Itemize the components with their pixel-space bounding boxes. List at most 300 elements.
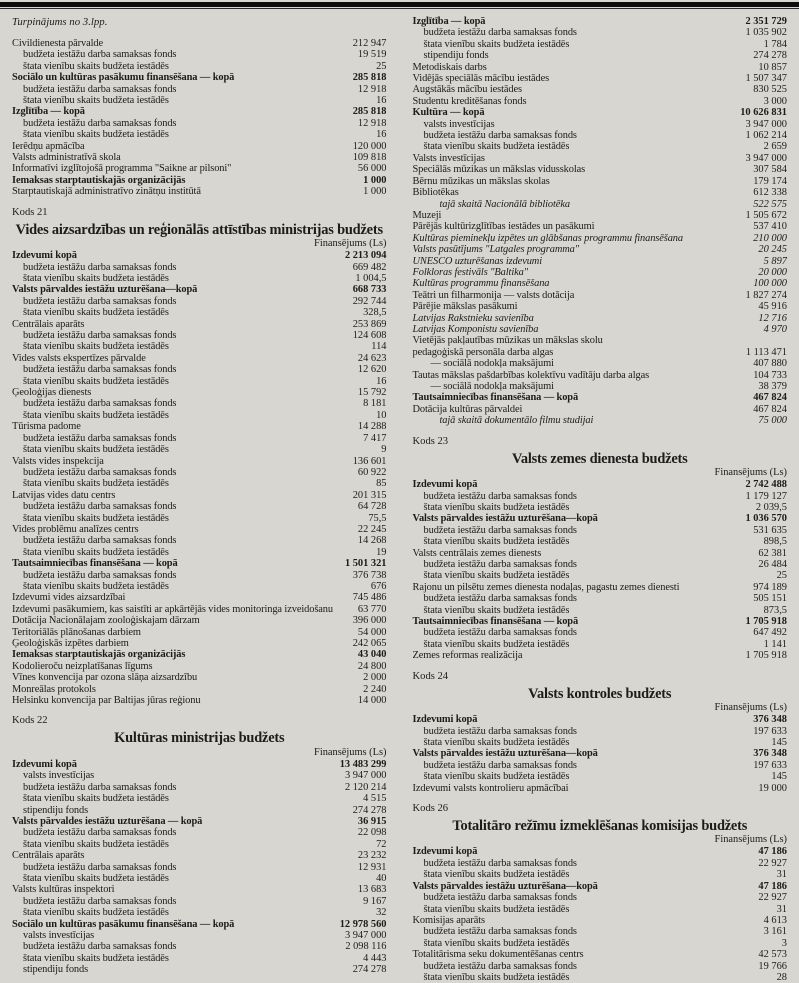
budget-line-item xyxy=(413,783,788,794)
budget-line-item xyxy=(413,961,788,972)
line-item-value: 104 733 xyxy=(753,369,787,381)
line-item-label: budžeta iestāžu darba samaksas fonds xyxy=(423,725,577,737)
line-item-label: Vides valsts ekspertīzes pārvalde xyxy=(12,352,146,364)
budget-line-item xyxy=(12,570,387,581)
budget-line-item xyxy=(12,118,387,129)
line-item-label: Izdevumi pasākumiem, kas saistīti ar apkārtējās vides monitoringa izveidošanu xyxy=(12,603,333,615)
line-item-value: 62 381 xyxy=(758,547,787,559)
line-item-label: budžeta iestāžu darba samaksas fonds xyxy=(23,466,177,478)
line-item-label: štata vienību skaits budžeta iestādēs xyxy=(23,512,169,524)
line-item-label: budžeta iestāžu darba samaksas fonds xyxy=(23,861,177,873)
budget-line-item xyxy=(12,770,387,781)
budget-line-item xyxy=(413,39,788,50)
line-item-label: štata vienību skaits budžeta iestādēs xyxy=(23,273,169,284)
budget-line-item xyxy=(12,964,387,975)
line-item-value: 505 151 xyxy=(753,593,787,605)
line-item-label: budžeta iestāžu darba samaksas fonds xyxy=(423,857,577,869)
line-item-value: 75 000 xyxy=(758,415,787,427)
line-item-value: 9 xyxy=(381,444,387,456)
line-item-value: 145 xyxy=(771,771,787,783)
line-item-value: 22 245 xyxy=(357,523,387,535)
line-item-value: 1 141 xyxy=(763,638,787,650)
budget-line-item xyxy=(12,152,387,163)
budget-line-item xyxy=(413,16,788,27)
line-item-label: Iemaksas starptautiskajās organizācijās xyxy=(12,174,186,186)
line-item-value: 1 505 672 xyxy=(745,209,787,221)
budget-line-item xyxy=(413,27,788,38)
line-item-value: 668 733 xyxy=(352,284,387,296)
line-item-value: 467 824 xyxy=(753,392,787,404)
line-item-value: 26 484 xyxy=(758,558,787,570)
budget-line-item xyxy=(413,525,788,536)
line-item-value: 25 xyxy=(776,570,787,582)
budget-line-item xyxy=(12,615,387,626)
line-item-label: štata vienību skaits budžeta iestādēs xyxy=(423,604,570,616)
budget-line-item xyxy=(413,73,788,84)
line-item-label: Dotācija kultūras pārvaldei xyxy=(412,403,523,415)
line-item-value: 14 288 xyxy=(357,421,387,433)
budget-line-item xyxy=(12,421,387,432)
budget-line-item xyxy=(413,760,788,771)
line-item-value: 25 xyxy=(376,60,387,72)
finance-unit-label: Finansējums (Ls) xyxy=(714,834,787,846)
line-item-value: 376 738 xyxy=(352,569,387,581)
line-item-label: Kultūra — kopā xyxy=(412,107,485,119)
budget-line-item xyxy=(12,387,387,398)
budget-line-item xyxy=(12,513,387,524)
line-item-value: 31 xyxy=(776,903,787,915)
budget-line-item xyxy=(12,307,387,318)
line-item-value: 197 633 xyxy=(753,725,787,737)
line-item-value: 3 947 000 xyxy=(344,770,387,782)
line-item-value: 830 525 xyxy=(753,84,787,96)
line-item-value: 85 xyxy=(376,478,387,490)
line-item-value: 396 000 xyxy=(352,615,387,627)
line-item-value: 120 000 xyxy=(352,140,387,152)
budget-line-item xyxy=(12,106,387,117)
budget-line-item xyxy=(12,805,387,816)
line-item-value: 537 410 xyxy=(753,221,787,233)
line-item-value: 22 927 xyxy=(758,857,787,869)
budget-line-item xyxy=(12,341,387,352)
budget-line-item xyxy=(413,107,788,118)
section-title: Vides aizsardzības un reģionālās attīstības ministrijas budžets xyxy=(15,221,383,238)
line-item-value: 274 278 xyxy=(352,964,387,976)
line-item-label: Metodiskais darbs xyxy=(412,61,487,73)
line-item-value: 12 716 xyxy=(758,312,787,324)
line-item-value: 873,5 xyxy=(763,604,787,616)
line-item-label: štata vienību skaits budžeta iestādēs xyxy=(23,307,169,319)
line-item-value: 124 608 xyxy=(352,330,387,342)
two-column-layout xyxy=(12,9,787,983)
line-item-value: 19 000 xyxy=(758,782,787,794)
line-item-label: Teātri un filharmonija — valsts dotācija xyxy=(412,289,575,301)
budget-line-item xyxy=(12,296,387,307)
line-item-label: Tautsaimniecības finansēšana — kopā xyxy=(412,392,579,404)
line-item-label: štata vienību skaits budžeta iestādēs xyxy=(423,903,570,915)
budget-line-item xyxy=(413,233,788,244)
line-item-label: Valsts centrālais zemes dienests xyxy=(412,547,542,559)
budget-line-item xyxy=(12,319,387,330)
line-item-label: Kultūras pieminekļu izpētes un glābšanas programmu finansēšana xyxy=(412,232,683,244)
line-item-label: Latvijas vides datu centrs xyxy=(12,489,116,501)
budget-line-item xyxy=(413,748,788,759)
line-item-value: 109 818 xyxy=(352,152,387,164)
budget-line-item xyxy=(12,627,387,638)
line-item-value: 12 918 xyxy=(357,117,387,129)
line-item-value: 2 742 488 xyxy=(745,479,787,491)
line-item-value: 7 417 xyxy=(363,432,387,444)
line-item-label: Kodolieroču neizplatīšanas līgums xyxy=(12,660,153,672)
budget-line-item xyxy=(12,444,387,455)
line-item-label: Dotācija Nacionālajam zooloģiskajam dārzam xyxy=(12,615,200,627)
line-item-value: 32 xyxy=(376,907,387,919)
budget-line-item xyxy=(12,638,387,649)
line-item-label: Augstākās mācību iestādes xyxy=(412,84,522,96)
line-item-value: 1 179 127 xyxy=(745,490,787,502)
line-item-value: 16 xyxy=(376,95,387,107)
line-item-value: 8 181 xyxy=(363,398,387,410)
column-2 xyxy=(413,16,788,983)
line-item-label: budžeta iestāžu darba samaksas fonds xyxy=(423,960,577,972)
line-item-label: Ģeoloģijas dienests xyxy=(12,387,92,399)
budget-line-item xyxy=(413,616,788,627)
line-item-value: 2 039,5 xyxy=(755,501,787,513)
line-item-value: 212 947 xyxy=(352,38,387,49)
line-item-label: štata vienību skaits budžeta iestādēs xyxy=(423,971,570,983)
line-item-value: 274 278 xyxy=(352,804,387,816)
page-top-rule xyxy=(0,2,799,7)
line-item-value: 64 728 xyxy=(357,501,387,513)
budget-line-item xyxy=(413,605,788,616)
line-item-label: stipendiju fonds xyxy=(23,964,89,976)
line-item-label: Izdevumi kopā xyxy=(12,758,77,770)
line-item-label: štata vienību skaits budžeta iestādēs xyxy=(423,38,570,50)
budget-line-item xyxy=(12,941,387,952)
budget-line-item xyxy=(12,884,387,895)
budget-line-item xyxy=(413,737,788,748)
line-item-value: 14 000 xyxy=(357,695,387,707)
budget-line-item xyxy=(413,313,788,324)
line-item-value: 75,5 xyxy=(368,512,387,524)
line-item-value: 2 120 214 xyxy=(344,781,387,793)
budget-line-item xyxy=(413,347,788,358)
line-item-value: 114 xyxy=(371,341,387,353)
budget-line-item xyxy=(12,456,387,467)
line-item-label: stipendiju fonds xyxy=(23,804,89,816)
line-item-label: budžeta iestāžu darba samaksas fonds xyxy=(423,926,577,938)
budget-line-item xyxy=(413,381,788,392)
budget-line-item xyxy=(413,904,788,915)
line-item-label: budžeta iestāžu darba samaksas fonds xyxy=(23,83,177,95)
budget-line-item xyxy=(12,558,387,569)
line-item-value: 1 113 471 xyxy=(745,346,787,358)
budget-line-item xyxy=(12,930,387,941)
line-item-label: Izdevumi kopā xyxy=(412,479,478,491)
line-item-label: Starptautiskajā administratīvo zinātņu institūtā xyxy=(12,186,201,198)
line-item-label: Izdevumi vides aizsardzībai xyxy=(12,592,126,604)
line-item-label: Izdevumi kopā xyxy=(412,846,478,858)
section-title: Valsts zemes dienesta budžets xyxy=(511,450,688,467)
budget-line-item xyxy=(12,186,387,197)
line-item-value: 54 000 xyxy=(357,626,387,638)
budget-line-item xyxy=(12,535,387,546)
line-item-label: Pārējās kultūrizglītības iestādes un pasākumi xyxy=(412,221,595,233)
budget-line-item xyxy=(12,490,387,501)
line-item-value: 72 xyxy=(376,838,387,850)
finance-unit-label: Finansējums (Ls) xyxy=(714,702,787,714)
budget-line-item xyxy=(413,244,788,255)
budget-line-item xyxy=(12,907,387,918)
line-item-label: Valsts investīcijas xyxy=(412,152,485,164)
budget-line-item xyxy=(12,953,387,964)
finance-unit-label: Finansējums (Ls) xyxy=(714,467,787,479)
line-item-value: 407 880 xyxy=(753,358,787,370)
line-item-value: 242 065 xyxy=(352,638,387,649)
budget-line-item xyxy=(12,672,387,683)
line-item-label: tajā skaitā dokumentālo filmu studijai xyxy=(439,415,594,427)
line-item-label: tajā skaitā Nacionālā bibliotēka xyxy=(439,198,570,210)
line-item-value: 3 161 xyxy=(763,926,787,938)
line-item-label: budžeta iestāžu darba samaksas fonds xyxy=(23,261,177,273)
line-item-label: štata vienību skaits budžeta iestādēs xyxy=(23,341,169,353)
line-item-label: štata vienību skaits budžeta iestādēs xyxy=(423,570,570,582)
line-item-label: UNESCO uzturēšanas izdevumi xyxy=(412,255,542,267)
line-item-label: Totalitārisma seku dokumentēšanas centrs xyxy=(412,949,584,961)
line-item-value: 22 927 xyxy=(758,892,787,904)
budget-line-item xyxy=(12,376,387,387)
budget-line-item xyxy=(413,502,788,513)
line-item-value: 36 915 xyxy=(357,815,387,827)
line-item-label: Tautas mākslas pašdarbības kolektīvu vadītāju darba algas xyxy=(412,369,650,381)
line-item-value: 63 770 xyxy=(357,603,387,615)
line-item-value: 745 486 xyxy=(352,592,387,604)
line-item-value: 179 174 xyxy=(753,175,787,187)
line-item-label: budžeta iestāžu darba samaksas fonds xyxy=(23,49,177,61)
line-item-value: 2 659 xyxy=(763,141,787,153)
line-item-label: štata vienību skaits budžeta iestādēs xyxy=(23,907,169,919)
line-item-label: Bibliotēkas xyxy=(412,187,459,199)
budget-line-item xyxy=(413,210,788,221)
line-item-label: Valsts pārvaldes iestāžu uzturēšana—kopā xyxy=(412,513,598,525)
line-item-label: budžeta iestāžu darba samaksas fonds xyxy=(423,490,577,502)
budget-line-item xyxy=(413,892,788,903)
line-item-label: Ģeoloģiskās izpētes darbiem xyxy=(12,638,129,649)
line-item-label: štata vienību skaits budžeta iestādēs xyxy=(23,60,169,72)
line-item-value: 2 240 xyxy=(363,683,387,695)
line-item-label: Studentu kreditēšanas fonds xyxy=(412,95,527,107)
line-item-value: 13 683 xyxy=(357,884,387,896)
line-item-value: 20 000 xyxy=(758,266,787,278)
budget-line-item xyxy=(413,869,788,880)
line-item-value: 3 000 xyxy=(763,95,787,107)
line-item-label: Komisijas aparāts xyxy=(412,914,485,926)
line-item-value: 28 xyxy=(776,971,787,983)
section-title: Kultūras ministrijas budžets xyxy=(114,730,285,747)
line-item-label: Zemes reformas realizācija xyxy=(412,650,523,662)
line-item-value: 522 575 xyxy=(753,198,787,210)
line-item-value: 1 036 570 xyxy=(745,513,787,525)
line-item-value: 24 800 xyxy=(357,660,387,672)
line-item-label: štata vienību skaits budžeta iestādēs xyxy=(23,129,169,141)
line-item-label: — sociālā nodokļa maksājumi xyxy=(430,381,554,392)
budget-line-item xyxy=(12,793,387,804)
line-item-value: 2 213 094 xyxy=(344,250,387,262)
budget-line-item xyxy=(12,95,387,106)
budget-line-item xyxy=(413,176,788,187)
budget-line-item xyxy=(413,938,788,949)
line-item-label: budžeta iestāžu darba samaksas fonds xyxy=(423,27,577,39)
continuation-note: Turpinājums no 3.lpp. xyxy=(12,16,108,28)
line-item-value: 56 000 xyxy=(357,163,387,175)
line-item-label: Folkloras festivāls "Baltika" xyxy=(412,266,528,278)
budget-line-item xyxy=(413,404,788,415)
line-item-label: Vides problēmu analīzes centrs xyxy=(12,523,139,535)
line-item-value: 1 705 918 xyxy=(745,650,787,662)
line-item-label: valsts investīcijas xyxy=(23,930,95,942)
budget-line-item xyxy=(12,862,387,873)
line-item-label: budžeta iestāžu darba samaksas fonds xyxy=(423,627,577,639)
line-item-label: štata vienību skaits budžeta iestādēs xyxy=(423,141,570,153)
line-item-label: budžeta iestāžu darba samaksas fonds xyxy=(23,364,177,376)
budget-line-item xyxy=(12,873,387,884)
line-item-label: Tautsaimniecības finansēšana — kopā xyxy=(412,616,579,627)
budget-line-item xyxy=(413,726,788,737)
budget-line-item xyxy=(12,827,387,838)
line-item-label: Izdevumi kopā xyxy=(12,250,77,262)
line-item-label: stipendiju fonds xyxy=(423,50,489,62)
line-item-label: budžeta iestāžu darba samaksas fonds xyxy=(23,535,177,547)
budget-line-item xyxy=(12,684,387,695)
budget-line-item xyxy=(413,335,788,346)
line-item-label: štata vienību skaits budžeta iestādēs xyxy=(423,771,570,783)
line-item-value: 23 232 xyxy=(357,850,387,862)
budget-line-item xyxy=(12,850,387,861)
line-item-label: Monreālas protokols xyxy=(12,683,96,695)
line-item-value: 136 601 xyxy=(352,455,387,467)
line-item-label: Latvijas Rakstnieku savienība xyxy=(412,312,534,324)
budget-line-item xyxy=(12,649,387,660)
line-item-value: 12 918 xyxy=(357,83,387,95)
line-item-label: štata vienību skaits budžeta iestādēs xyxy=(23,375,169,387)
line-item-label: budžeta iestāžu darba samaksas fonds xyxy=(23,895,177,907)
line-item-value: 1 000 xyxy=(363,186,387,198)
line-item-value: 15 792 xyxy=(357,387,387,399)
budget-line-item xyxy=(12,433,387,444)
budget-line-item xyxy=(413,949,788,960)
line-item-label: Izglītība — kopā xyxy=(412,16,486,27)
line-item-label: Valsts pārvaldes iestāžu uzturēšana—kopā xyxy=(412,748,598,760)
line-item-value: 19 xyxy=(376,546,387,558)
line-item-label: budžeta iestāžu darba samaksas fonds xyxy=(423,558,577,570)
line-item-value: 1 062 214 xyxy=(745,130,787,142)
line-item-value: 145 xyxy=(771,736,787,748)
line-item-label: — sociālā nodokļa maksājumi xyxy=(430,358,554,370)
line-item-value: 31 xyxy=(776,869,787,881)
budget-line-item xyxy=(413,278,788,289)
line-item-value: 676 xyxy=(370,580,387,592)
budget-line-item xyxy=(12,72,387,83)
line-item-label: štata vienību skaits budžeta iestādēs xyxy=(23,95,169,107)
line-item-value: 3 947 000 xyxy=(344,930,387,942)
line-item-value: 2 000 xyxy=(363,672,387,684)
line-item-label: Pārējie mākslas pasākumi xyxy=(412,301,518,313)
line-item-value: 2 351 729 xyxy=(745,16,787,27)
budget-line-item xyxy=(12,398,387,409)
line-item-value: 100 000 xyxy=(753,278,787,290)
budget-line-item xyxy=(12,353,387,364)
line-item-label: valsts investīcijas xyxy=(423,118,495,130)
line-item-label: Vietējās pakļautības mūzikas un mākslas skolu xyxy=(412,335,603,347)
line-item-label: Centrālais aparāts xyxy=(12,850,85,862)
line-item-value: 376 348 xyxy=(753,748,787,760)
line-item-label: Kultūras programmu finansēšana xyxy=(412,278,550,290)
budget-line-item xyxy=(413,199,788,210)
budget-line-item xyxy=(413,290,788,301)
line-item-value: 467 824 xyxy=(753,403,787,415)
budget-line-item xyxy=(413,62,788,73)
line-item-value: 12 931 xyxy=(357,861,387,873)
line-item-label: štata vienību skaits budžeta iestādēs xyxy=(23,478,169,490)
budget-line-item xyxy=(12,782,387,793)
section-title: Valsts kontroles budžets xyxy=(528,685,672,702)
line-item-value: 274 278 xyxy=(753,50,787,62)
budget-line-item xyxy=(413,639,788,650)
line-item-value: 24 623 xyxy=(357,352,387,364)
line-item-value: 285 818 xyxy=(352,72,387,84)
line-item-value: 1 827 274 xyxy=(745,289,787,301)
line-item-label: Izdevumi valsts kontrolieru apmācībai xyxy=(412,782,569,794)
line-item-label: Valsts pārvaldes iestāžu uzturēšana—kopā xyxy=(412,880,598,892)
budget-line-item xyxy=(413,972,788,983)
budget-line-item xyxy=(12,547,387,558)
line-item-label: štata vienību skaits budžeta iestādēs xyxy=(23,444,169,456)
line-item-value: 197 633 xyxy=(753,759,787,771)
section-code: Kods 24 xyxy=(412,670,449,682)
line-item-label: budžeta iestāžu darba samaksas fonds xyxy=(23,827,177,839)
line-item-label: budžeta iestāžu darba samaksas fonds xyxy=(23,781,177,793)
line-item-label: budžeta iestāžu darba samaksas fonds xyxy=(423,524,577,536)
line-item-value: 1 004,5 xyxy=(355,273,387,284)
budget-line-item xyxy=(12,38,387,49)
section-code: Kods 22 xyxy=(12,715,48,727)
budget-line-item xyxy=(413,256,788,267)
line-item-value: 5 897 xyxy=(763,255,787,267)
line-item-value: 60 922 xyxy=(357,466,387,478)
line-item-label: štata vienību skaits budžeta iestādēs xyxy=(23,952,169,964)
budget-line-item xyxy=(12,49,387,60)
budget-line-item xyxy=(12,592,387,603)
budget-line-item xyxy=(413,392,788,403)
line-item-value: 19 519 xyxy=(357,49,387,61)
budget-line-item xyxy=(413,915,788,926)
line-item-value: 1 035 902 xyxy=(745,27,787,39)
line-item-value: 292 744 xyxy=(352,295,387,307)
line-item-value: 1 784 xyxy=(763,38,787,50)
line-item-value: 45 916 xyxy=(758,301,787,313)
budget-line-item xyxy=(413,50,788,61)
line-item-label: Valsts vides inspekcija xyxy=(12,455,104,467)
budget-line-item xyxy=(413,926,788,937)
budget-line-item xyxy=(413,771,788,782)
line-item-value: 2 098 116 xyxy=(345,941,387,953)
budget-line-item xyxy=(413,846,788,857)
line-item-label: Sociālo un kultūras pasākumu finansēšana — kopā xyxy=(12,918,235,930)
line-item-label: Valsts pārvaldes iestāžu uzturēšana — kopā xyxy=(12,815,203,827)
budget-line-item xyxy=(413,858,788,869)
budget-line-item xyxy=(413,84,788,95)
line-item-value: 3 xyxy=(781,937,787,949)
